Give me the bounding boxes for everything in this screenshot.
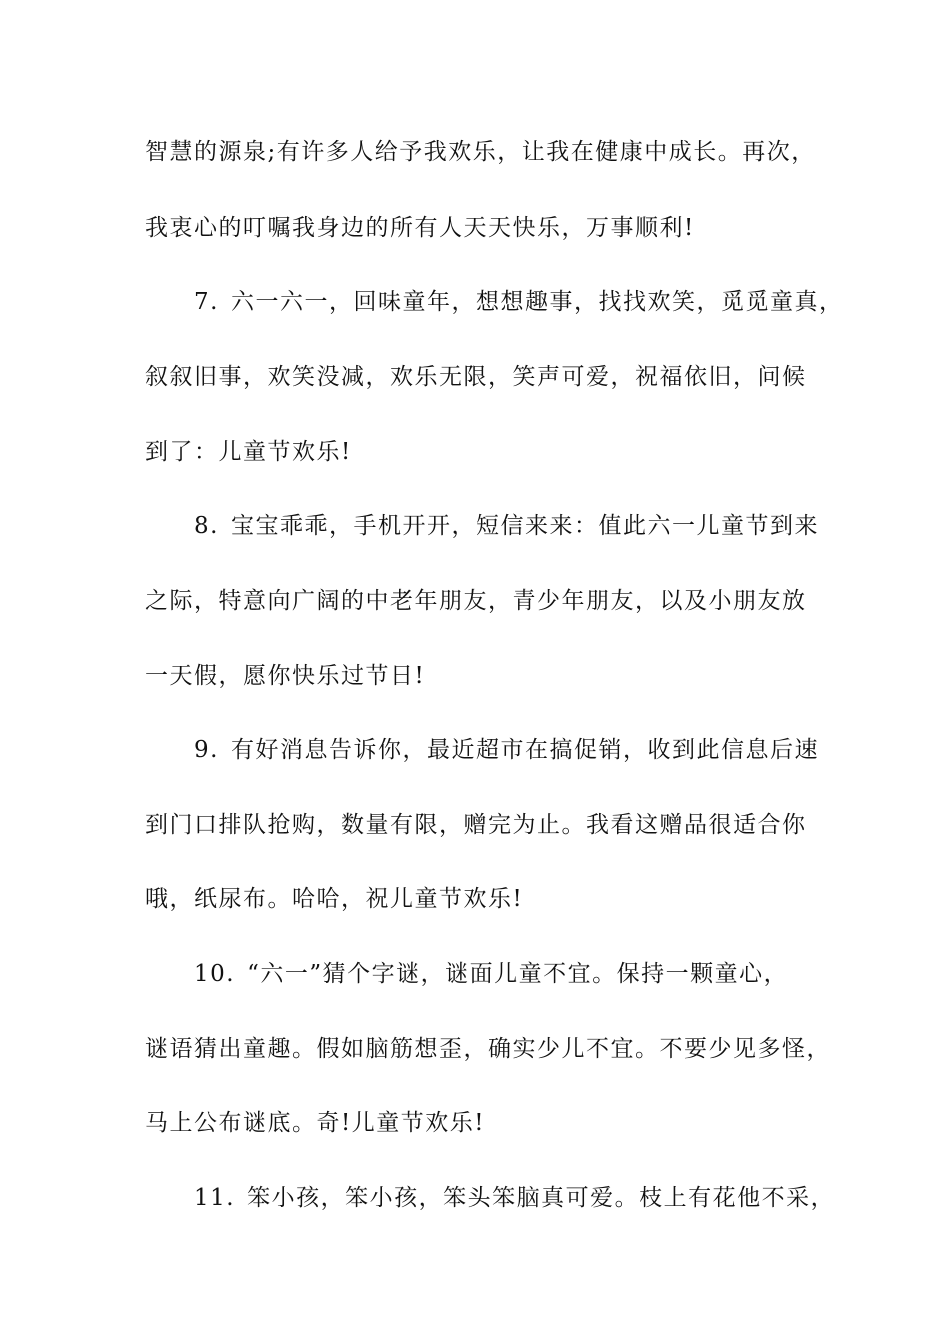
paragraph-line: 哦，纸尿布。哈哈，祝儿童节欢乐!	[145, 886, 524, 912]
paragraph-line: 谜语猜出童趣。假如脑筋想歪，确实少儿不宜。不要少见多怪，	[145, 1036, 831, 1062]
list-item-10	[194, 959, 884, 989]
item-number: 8.	[194, 513, 219, 539]
item-number: 10.	[194, 961, 236, 987]
list-item-11	[194, 1183, 884, 1213]
paragraph-line: 到了：儿童节欢乐!	[145, 439, 352, 465]
list-item-9	[194, 735, 884, 765]
paragraph-line: 智慧的源泉;有许多人给予我欢乐，让我在健康中成长。再次，	[145, 139, 816, 165]
item-text: 笨小孩，笨小孩，笨头笨脑真可爱。枝上有花他不采，	[247, 1185, 836, 1211]
list-item-7	[194, 287, 884, 317]
paragraph-line: 一天假，愿你快乐过节日!	[145, 663, 426, 689]
paragraph-line: 之际，特意向广阔的中老年朋友，青少年朋友，以及小朋友放	[145, 588, 807, 614]
item-text: 六一六一，回味童年，想想趣事，找找欢笑，觅觅童真，	[230, 289, 844, 315]
item-text: 有好消息告诉你，最近超市在搞促销，收到此信息后速	[230, 737, 819, 763]
item-text: 宝宝乖乖，手机开开，短信来来：值此六一儿童节到来	[230, 513, 819, 539]
item-number: 11.	[194, 1185, 236, 1211]
item-number: 7.	[194, 289, 219, 315]
paragraph-line: 我衷心的叮嘱我身边的所有人天天快乐，万事顺利!	[145, 215, 695, 241]
paragraph-line: 叙叙旧事，欢笑没减，欢乐无限，笑声可爱，祝福依旧，问候	[145, 364, 807, 390]
paragraph-line: 马上公布谜底。奇!儿童节欢乐!	[145, 1110, 485, 1136]
list-item-8	[194, 511, 884, 541]
item-number: 9.	[194, 737, 219, 763]
paragraph-line: 到门口排队抢购，数量有限，赠完为止。我看这赠品很适合你	[145, 812, 807, 838]
item-text: “六一”猜个字谜，谜面儿童不宜。保持一颗童心，	[247, 961, 789, 987]
